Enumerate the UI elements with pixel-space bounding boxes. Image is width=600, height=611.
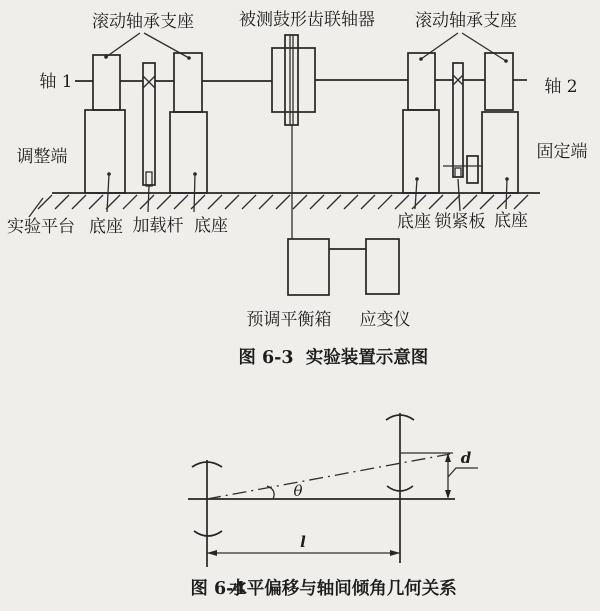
label-load-rod: 加载杆	[132, 216, 184, 236]
label-lock-plate: 锁紧板	[434, 212, 486, 232]
base-rect	[403, 110, 439, 193]
label-platform: 实验平台	[7, 217, 75, 237]
figure-6-4	[188, 413, 478, 599]
leader-right-support	[419, 33, 508, 63]
base-rect	[85, 110, 125, 193]
ground-hatching	[38, 195, 528, 209]
loading-rod	[143, 63, 155, 212]
balance-box	[288, 239, 329, 295]
platform-ground	[29, 172, 540, 217]
caption-number: 图 6-4	[190, 579, 246, 599]
left-coupling-half	[192, 460, 222, 567]
label-l: l	[300, 533, 306, 551]
base-rect	[170, 112, 207, 193]
label-strain-meter: 应变仪	[359, 310, 411, 330]
caption-number: 图 6-3	[238, 348, 294, 368]
label-right-bearing-support: 滚动轴承支座	[415, 11, 517, 31]
figure-6-3	[7, 10, 588, 368]
caption-title: 实验装置示意图	[305, 348, 429, 368]
label-shaft-2: 轴 2	[544, 77, 578, 97]
bearing-support-rect	[174, 53, 202, 112]
caption-figure-6-4	[190, 578, 456, 599]
instrument-boxes	[288, 239, 399, 295]
label-base-4: 底座	[494, 211, 528, 231]
strain-meter-box	[366, 239, 399, 294]
locking-rod	[453, 63, 463, 177]
bearing-support-rect	[408, 53, 435, 110]
label-left-bearing-support: 滚动轴承支座	[92, 12, 194, 32]
label-theta: θ	[293, 482, 303, 500]
label-adjust-end: 调整端	[16, 147, 68, 167]
bearing-support-rect	[485, 53, 513, 110]
label-fixed-end: 固定端	[536, 142, 588, 162]
label-base-1: 底座	[89, 217, 123, 237]
bearing-support-rect	[93, 55, 120, 110]
right-bearing-assembly	[403, 53, 518, 211]
right-coupling-half	[386, 413, 414, 563]
caption-figure-6-3	[238, 347, 428, 368]
label-base-2: 底座	[194, 216, 228, 236]
label-balance-box: 预调平衡箱	[246, 310, 332, 330]
left-bearing-assembly	[85, 53, 207, 212]
label-d: d	[460, 449, 472, 467]
dimension-l	[207, 533, 400, 556]
label-base-3: 底座	[397, 212, 431, 232]
base-rect	[482, 112, 518, 193]
label-coupling: 被测鼓形齿联轴器	[239, 10, 375, 30]
inclined-centerline	[207, 454, 450, 499]
caption-title: 水平偏移与轴间倾角几何关系	[229, 579, 457, 599]
label-shaft-1: 轴 1	[39, 72, 73, 92]
